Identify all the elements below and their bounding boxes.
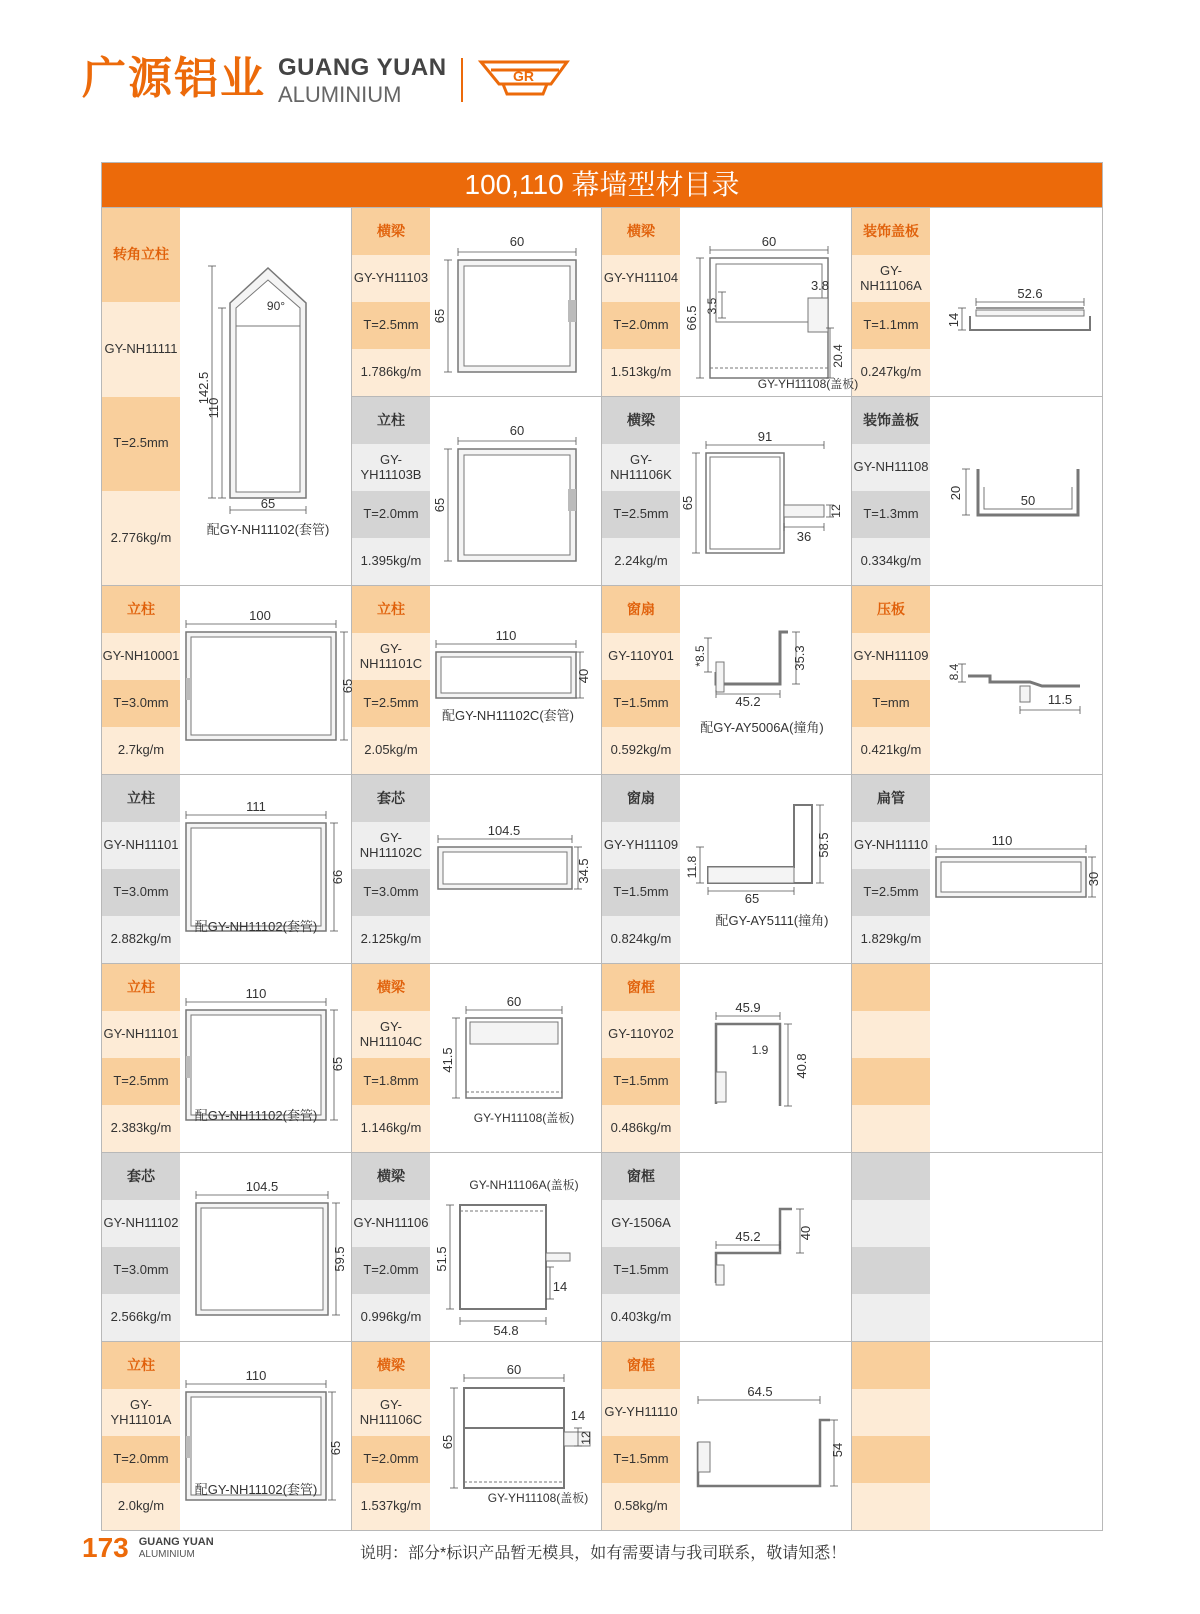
dimension-label: GY-YH11108(盖板) (487, 1491, 589, 1505)
product-info (352, 208, 430, 396)
footer-note: 说明：部分*标识产品暂无模具，如有需要请与我司联系，敬请知悉！ (360, 1545, 847, 1562)
profile-section-icon (930, 397, 1102, 585)
profile-drawing (180, 1153, 351, 1341)
profile-drawing (930, 775, 1102, 963)
product-weight: 2.566kg/m (102, 1294, 180, 1341)
product-info (102, 1342, 180, 1530)
product-cell (102, 964, 352, 1152)
catalog-grid (102, 207, 1102, 1530)
product-type: 横梁 (602, 397, 680, 444)
product-code: GY-NH11104C (352, 1011, 430, 1058)
product-cell (602, 586, 852, 774)
product-code: GY-YH11104 (602, 255, 680, 302)
dimension-label: 50 (1020, 493, 1036, 508)
dimension-label: 54.8 (493, 1323, 519, 1338)
profile-drawing (430, 1153, 601, 1341)
dimension-label: 1.9 (751, 1043, 769, 1057)
dimension-label: 3.5 (705, 297, 719, 315)
catalog-row (102, 585, 1102, 774)
product-thickness: T=1.5mm (602, 1058, 680, 1105)
dimension-label: 65 (330, 1056, 345, 1072)
dimension-label: 65 (680, 495, 695, 511)
dimension-label: 91 (757, 429, 773, 444)
dimension-label: 66.5 (684, 305, 699, 331)
product-type: 装饰盖板 (852, 397, 930, 444)
brand-emblem-icon (477, 54, 573, 98)
brand-name-cn: 广源铝业 (82, 53, 266, 104)
product-type: 立柱 (352, 586, 430, 633)
dimension-label: 64.5 (747, 1384, 773, 1399)
product-type: 窗扇 (602, 775, 680, 822)
product-type: 套芯 (352, 775, 430, 822)
product-weight: 2.125kg/m (352, 916, 430, 963)
dimension-label: GY-NH11106A(盖板) (469, 1178, 579, 1192)
dimension-label: 配GY-NH11102C(套管) (442, 708, 574, 723)
product-info (852, 1153, 930, 1341)
product-weight: 1.786kg/m (352, 349, 430, 396)
dimension-label: 65 (432, 497, 447, 513)
product-type: 窗扇 (602, 586, 680, 633)
product-thickness: T=1.5mm (602, 1436, 680, 1483)
product-code: GY-NH11101C (352, 633, 430, 680)
product-type: 横梁 (352, 1153, 430, 1200)
product-code: GY-YH11110 (602, 1389, 680, 1436)
product-type: 立柱 (352, 397, 430, 444)
profile-section-icon (180, 964, 352, 1152)
profile-drawing (430, 397, 601, 585)
dimension-label: 12 (829, 504, 843, 518)
dimension-label: 65 (260, 496, 276, 511)
product-type: 横梁 (352, 208, 430, 255)
product-cell (352, 586, 602, 774)
empty-drawing (930, 1342, 1102, 1530)
dimension-label: 110 (245, 1368, 267, 1383)
profile-section-icon (680, 586, 852, 774)
product-thickness: T=3.0mm (102, 869, 180, 916)
product-cell (852, 586, 1102, 774)
dimension-label: 65 (744, 891, 760, 906)
footer-brand (139, 1536, 214, 1559)
product-thickness: T=mm (852, 680, 930, 727)
product-info (602, 775, 680, 963)
profile-section-icon (930, 586, 1102, 774)
dimension-label: 104.5 (487, 823, 521, 838)
footer-brand-line1: GUANG YUAN (138, 1536, 214, 1549)
product-type: 窗框 (602, 964, 680, 1011)
product-info (602, 1153, 680, 1341)
catalog-row (102, 963, 1102, 1152)
dimension-label: 110 (206, 397, 221, 419)
product-code: GY-NH11110 (852, 822, 930, 869)
dimension-label: 20.4 (831, 344, 845, 368)
product-weight: 2.05kg/m (352, 727, 430, 774)
product-type: 转角立柱 (102, 208, 180, 302)
dimension-label: 59.5 (332, 1246, 347, 1272)
empty-drawing (930, 1153, 1102, 1341)
product-cell (602, 208, 859, 396)
product-info (352, 1153, 430, 1341)
product-type: 横梁 (602, 208, 680, 255)
product-type: 装饰盖板 (852, 208, 930, 255)
product-type: 立柱 (102, 586, 180, 633)
product-thickness: T=2.5mm (602, 491, 680, 538)
product-code: GY-NH11109 (852, 633, 930, 680)
product-code: GY-1506A (602, 1200, 680, 1247)
dimension-label: 40 (798, 1225, 813, 1241)
profile-section-icon (680, 964, 852, 1152)
product-info (352, 586, 430, 774)
product-thickness: T=3.0mm (102, 680, 180, 727)
product-thickness: T=2.0mm (102, 1436, 180, 1483)
profile-drawing (680, 397, 851, 585)
product-weight: 0.58kg/m (602, 1483, 680, 1530)
profile-drawing (180, 775, 351, 963)
product-cell (602, 964, 852, 1152)
profile-drawing (680, 208, 859, 396)
product-cell (602, 775, 852, 963)
product-cell (352, 1153, 602, 1341)
product-type: 套芯 (102, 1153, 180, 1200)
profile-drawing (430, 964, 601, 1152)
product-thickness: T=2.5mm (102, 397, 180, 491)
dimension-label: 12 (579, 1431, 593, 1445)
product-info (102, 208, 180, 585)
product-thickness: T=1.3mm (852, 491, 930, 538)
profile-drawing (180, 586, 355, 774)
product-info (602, 964, 680, 1152)
product-code: GY-YH11109 (602, 822, 680, 869)
product-weight: 0.334kg/m (852, 538, 930, 585)
dimension-label: 14 (552, 1279, 568, 1294)
profile-section-icon (680, 1153, 852, 1341)
profile-section-icon (430, 586, 602, 774)
product-cell (602, 1153, 852, 1341)
product-code: GY-110Y02 (602, 1011, 680, 1058)
dimension-label: 58.5 (816, 832, 831, 858)
profile-drawing (180, 1342, 351, 1530)
profile-section-icon (180, 1153, 352, 1341)
product-weight: 1.395kg/m (352, 538, 430, 585)
product-weight: 1.537kg/m (352, 1483, 430, 1530)
product-weight: 2.0kg/m (102, 1483, 180, 1530)
dimension-label: 配GY-NH11102(套管) (206, 522, 330, 537)
profile-drawing (930, 208, 1102, 396)
dimension-label: 45.9 (735, 1000, 761, 1015)
product-weight: 0.996kg/m (352, 1294, 430, 1341)
product-weight: 2.24kg/m (602, 538, 680, 585)
profile-drawing (430, 208, 601, 396)
product-thickness: T=3.0mm (102, 1247, 180, 1294)
empty-drawing (930, 964, 1102, 1152)
product-thickness: T=2.0mm (352, 1436, 430, 1483)
dimension-label: GY-YH11108(盖板) (473, 1111, 575, 1125)
product-info (352, 964, 430, 1152)
product-weight: 2.882kg/m (102, 916, 180, 963)
profile-drawing (680, 1153, 851, 1341)
svg-text:GR: GR (512, 68, 534, 84)
profile-drawing (930, 397, 1102, 585)
product-info (602, 208, 680, 396)
product-code: GY-NH11106A (852, 255, 930, 302)
profile-drawing (430, 586, 601, 774)
profile-section-icon (430, 1342, 602, 1530)
profile-drawing (680, 1342, 851, 1530)
product-weight: 0.592kg/m (602, 727, 680, 774)
product-thickness: T=1.1mm (852, 302, 930, 349)
product-type: 扁管 (852, 775, 930, 822)
product-weight: 1.829kg/m (852, 916, 930, 963)
product-thickness: T=1.5mm (602, 680, 680, 727)
dimension-label: 65 (440, 1434, 455, 1450)
profile-section-icon (680, 1342, 852, 1530)
profile-drawing (680, 775, 851, 963)
brand-name-en (278, 56, 447, 106)
product-cell (352, 1342, 602, 1530)
dimension-label: *8.5 (693, 645, 707, 667)
product-weight: 0.247kg/m (852, 349, 930, 396)
product-thickness: T=2.0mm (352, 491, 430, 538)
product-info (102, 964, 180, 1152)
catalog-title: 100,110 幕墙型材目录 (102, 163, 1102, 207)
product-info (102, 1153, 180, 1341)
product-thickness: T=2.5mm (352, 680, 430, 727)
product-code: GY-YH11101A (102, 1389, 180, 1436)
product-code: GY-NH10001 (102, 633, 180, 680)
product-weight: 0.421kg/m (852, 727, 930, 774)
dimension-label: 配GY-NH11102(套管) (194, 919, 318, 934)
profile-section-icon (680, 775, 852, 963)
product-info (852, 964, 930, 1152)
product-cell (102, 208, 352, 585)
dimension-label: 14 (946, 312, 961, 328)
brand-separator (461, 58, 463, 102)
dimension-label: 51.5 (434, 1246, 449, 1272)
product-weight: 2.7kg/m (102, 727, 180, 774)
brand-logo (82, 52, 573, 106)
dimension-label: 14 (570, 1408, 586, 1423)
product-code: GY-NH11102 (102, 1200, 180, 1247)
product-code: GY-YH11103 (352, 255, 430, 302)
product-code: GY-NH11106K (602, 444, 680, 491)
product-type: 横梁 (352, 964, 430, 1011)
product-info (352, 1342, 430, 1530)
profile-drawing (930, 586, 1102, 774)
product-code: GY-YH11103B (352, 444, 430, 491)
product-weight: 2.776kg/m (102, 491, 180, 585)
product-cell (102, 586, 355, 774)
footer-brand-line2: ALUMINIUM (138, 1548, 195, 1560)
product-info (852, 586, 930, 774)
product-cell (352, 208, 602, 396)
profile-section-icon (430, 775, 602, 963)
profile-section-icon (180, 208, 352, 584)
dimension-label: 60 (506, 1362, 522, 1377)
product-weight: 0.824kg/m (602, 916, 680, 963)
profile-drawing (180, 964, 351, 1152)
product-info (852, 1342, 930, 1530)
dimension-label: 配GY-AY5111(撞角) (715, 913, 829, 928)
dimension-label: 40.8 (794, 1053, 809, 1079)
dimension-label: 110 (245, 986, 267, 1001)
product-info (852, 775, 930, 963)
product-code: GY-NH11106 (352, 1200, 430, 1247)
product-info (852, 208, 930, 396)
dimension-label: 35.3 (792, 645, 807, 671)
profile-section-icon (930, 208, 1102, 396)
product-code: GY-NH11111 (102, 302, 180, 396)
dimension-label: 90° (266, 299, 286, 313)
product-type: 立柱 (102, 964, 180, 1011)
product-info (102, 775, 180, 963)
product-cell (352, 397, 602, 585)
product-cell (102, 775, 352, 963)
product-cell (352, 964, 602, 1152)
profile-drawing (430, 775, 601, 963)
page-number: 173 (82, 1532, 129, 1563)
profile-section-icon (180, 1342, 352, 1530)
product-type: 立柱 (102, 1342, 180, 1389)
dimension-label: 65 (432, 308, 447, 324)
dimension-label: 3.8 (810, 278, 830, 293)
product-thickness: T=3.0mm (352, 869, 430, 916)
product-type: 横梁 (352, 1342, 430, 1389)
product-cell (102, 1342, 352, 1530)
product-thickness: T=1.8mm (352, 1058, 430, 1105)
dimension-label: 8.4 (947, 663, 961, 681)
dimension-label: 配GY-NH11102(套管) (194, 1482, 318, 1497)
dimension-label: 41.5 (440, 1047, 455, 1073)
product-thickness: T=1.5mm (602, 1247, 680, 1294)
product-cell (602, 1342, 852, 1530)
dimension-label: 110 (495, 628, 517, 643)
dimension-label: 11.5 (1047, 692, 1073, 707)
product-type: 窗框 (602, 1153, 680, 1200)
product-info (352, 775, 430, 963)
dimension-label: GY-YH11108(盖板) (757, 377, 859, 391)
dimension-label: 66 (330, 869, 345, 885)
product-info (852, 397, 930, 585)
catalog-row (102, 774, 1102, 963)
product-code: GY-NH11101 (102, 1011, 180, 1058)
product-thickness: T=2.5mm (102, 1058, 180, 1105)
catalog-table (101, 162, 1103, 1531)
profile-section-icon (180, 775, 352, 963)
profile-drawing (680, 964, 851, 1152)
dimension-label: 60 (509, 234, 525, 249)
dimension-label: 45.2 (735, 694, 761, 709)
profile-section-icon (680, 208, 859, 396)
dimension-label: 100 (249, 608, 271, 623)
product-type: 立柱 (102, 775, 180, 822)
dimension-label: 65 (340, 678, 355, 694)
dimension-label: 60 (761, 234, 777, 249)
product-cell (102, 1153, 352, 1341)
brand-en-line2: ALUMINIUM (278, 82, 402, 107)
product-code: GY-NH11106C (352, 1389, 430, 1436)
dimension-label: 104.5 (245, 1179, 279, 1194)
dimension-label: 111 (246, 799, 266, 814)
brand-en-line1: GUANG YUAN (278, 54, 447, 81)
dimension-label: 142.5 (196, 371, 211, 405)
product-cell (352, 775, 602, 963)
product-weight: 1.146kg/m (352, 1105, 430, 1152)
product-code: GY-NH11102C (352, 822, 430, 869)
product-info (602, 586, 680, 774)
catalog-row (102, 1341, 1102, 1530)
product-cell (852, 964, 1102, 1152)
profile-section-icon (430, 964, 602, 1152)
dimension-label: 60 (506, 994, 522, 1009)
product-thickness: T=2.5mm (352, 302, 430, 349)
product-info (602, 397, 680, 585)
product-cell (852, 1153, 1102, 1341)
dimension-label: 36 (796, 529, 812, 544)
product-cell (852, 775, 1102, 963)
product-code: GY-110Y01 (602, 633, 680, 680)
profile-drawing (180, 208, 351, 585)
product-info (352, 397, 430, 585)
product-weight: 0.403kg/m (602, 1294, 680, 1341)
dimension-label: 11.8 (685, 855, 699, 879)
product-weight: 1.513kg/m (602, 349, 680, 396)
dimension-label: 54 (830, 1442, 845, 1458)
product-thickness: T=2.5mm (852, 869, 930, 916)
profile-drawing (680, 586, 851, 774)
dimension-label: 34.5 (576, 858, 591, 884)
product-cell (852, 208, 1102, 396)
product-info (602, 1342, 680, 1530)
product-weight: 0.486kg/m (602, 1105, 680, 1152)
dimension-label: 110 (991, 833, 1013, 848)
product-cell (852, 1342, 1102, 1530)
product-cell (852, 397, 1102, 585)
dimension-label: 65 (328, 1440, 343, 1456)
product-code: GY-NH11108 (852, 444, 930, 491)
dimension-label: 45.2 (735, 1229, 761, 1244)
catalog-row (102, 1152, 1102, 1341)
dimension-label: 40 (576, 668, 591, 684)
dimension-label: 30 (1086, 871, 1101, 887)
profile-section-icon (180, 586, 355, 774)
dimension-label: 20 (948, 485, 963, 501)
product-type: 窗框 (602, 1342, 680, 1389)
profile-section-icon (430, 1153, 602, 1341)
profile-section-icon (430, 208, 602, 396)
profile-section-icon (930, 775, 1102, 963)
product-thickness: T=2.0mm (602, 302, 680, 349)
product-code: GY-NH11101 (102, 822, 180, 869)
product-thickness: T=2.0mm (352, 1247, 430, 1294)
product-weight: 2.383kg/m (102, 1105, 180, 1152)
product-info (102, 586, 180, 774)
profile-drawing (430, 1342, 601, 1530)
product-cell (602, 397, 852, 585)
dimension-label: 配GY-AY5006A(撞角) (700, 720, 824, 735)
product-type: 压板 (852, 586, 930, 633)
page-footer (82, 1532, 214, 1564)
dimension-label: 52.6 (1017, 286, 1043, 301)
profile-section-icon (680, 397, 852, 585)
product-thickness: T=1.5mm (602, 869, 680, 916)
dimension-label: 配GY-NH11102(套管) (194, 1108, 318, 1123)
dimension-label: 60 (509, 423, 525, 438)
profile-section-icon (430, 397, 602, 585)
